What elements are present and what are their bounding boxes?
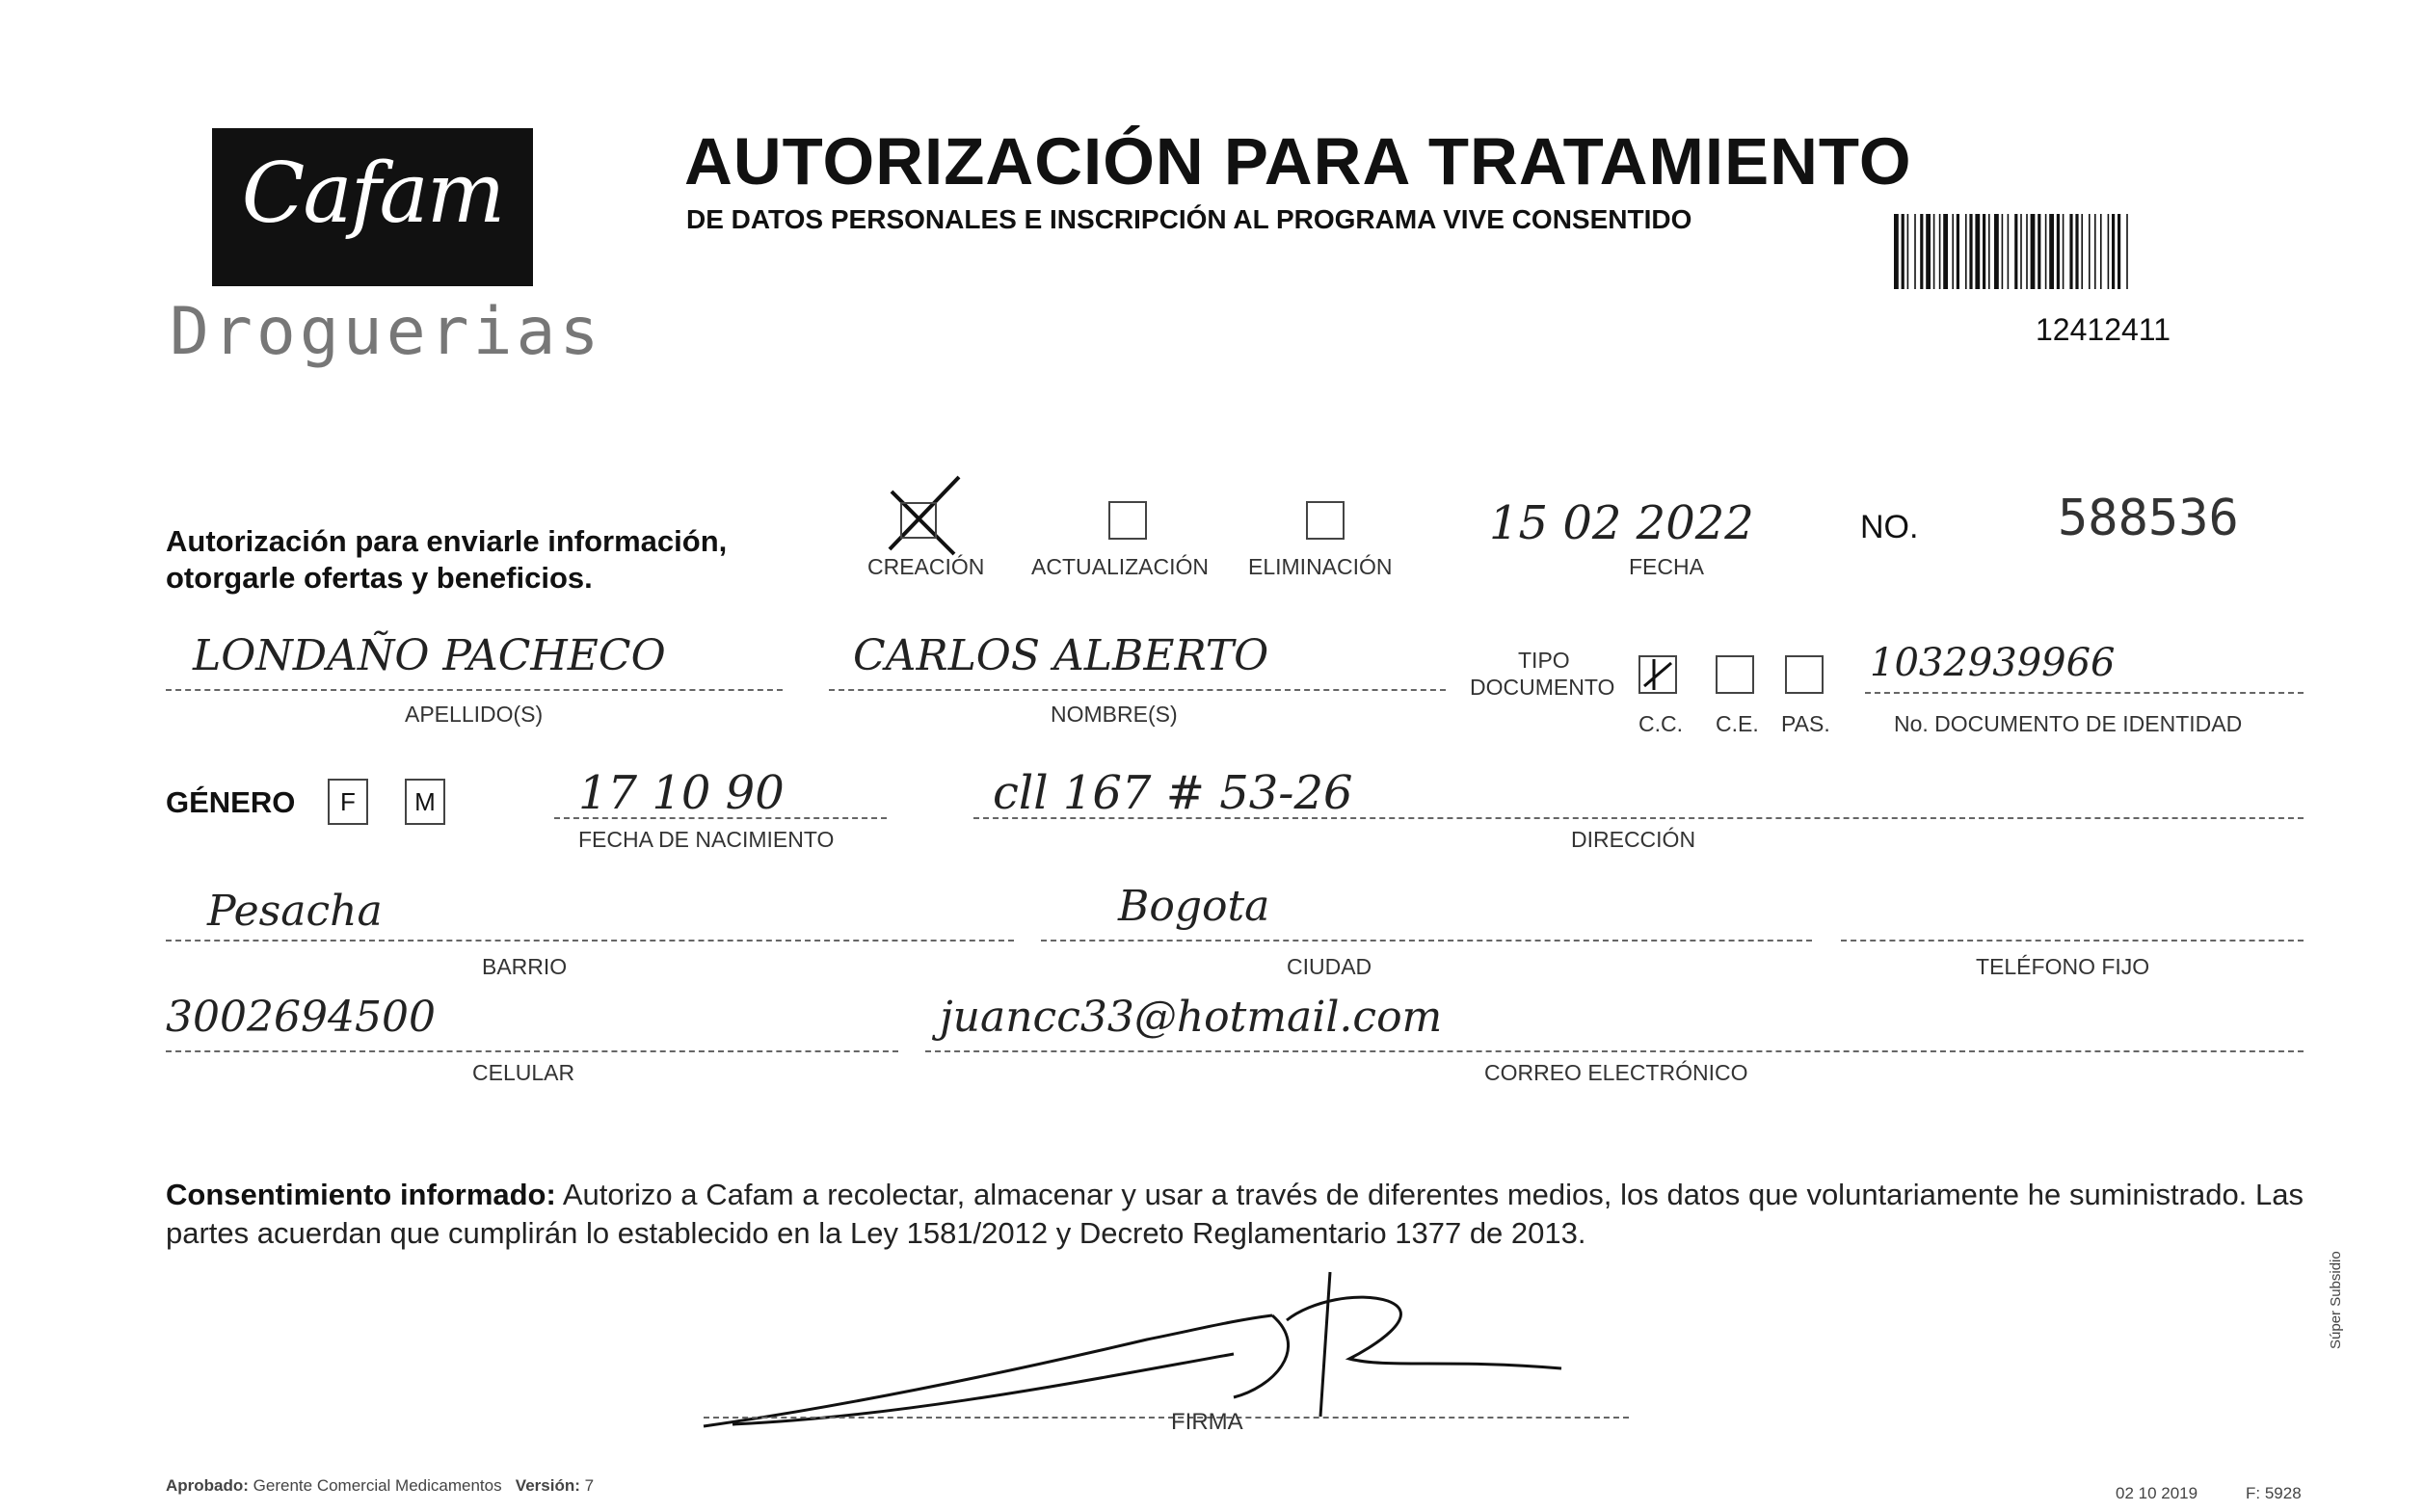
apellidos-label: APELLIDO(S) <box>405 702 544 727</box>
pas-checkbox[interactable] <box>1785 655 1824 694</box>
document-title: AUTORIZACIÓN PARA TRATAMIENTO <box>684 124 1912 199</box>
nombres-value[interactable]: CARLOS ALBERTO <box>853 631 1269 680</box>
direccion-label: DIRECCIÓN <box>1571 827 1696 852</box>
apellidos-line <box>166 689 783 691</box>
aprobado-value: Gerente Comercial Medicamentos <box>253 1476 502 1495</box>
form-number: 588536 <box>2058 490 2239 547</box>
tipo-label: TIPO <box>1518 648 1570 673</box>
telefono-line <box>1841 940 2304 942</box>
direccion-line <box>973 817 2304 819</box>
firma-line <box>704 1417 1629 1419</box>
consent-lead: Consentimiento informado: <box>166 1178 556 1211</box>
checked-mark <box>1640 657 1675 692</box>
celular-label: CELULAR <box>472 1060 575 1085</box>
ciudad-label: CIUDAD <box>1287 954 1372 979</box>
celular-value[interactable]: 3002694500 <box>166 993 436 1042</box>
nacimiento-line <box>554 817 887 819</box>
fecha-label: FECHA <box>1629 554 1704 579</box>
doc-number-value[interactable]: 1032939966 <box>1870 641 2116 685</box>
celular-line <box>166 1050 898 1052</box>
correo-line <box>925 1050 2304 1052</box>
option-actualizacion-label: ACTUALIZACIÓN <box>1031 554 1210 579</box>
doc-number-line <box>1865 692 2304 694</box>
cafam-logo <box>212 128 533 286</box>
genero-label: GÉNERO <box>166 785 296 819</box>
actualizacion-checkbox[interactable] <box>1108 501 1147 540</box>
footer-code: F: 5928 <box>2246 1484 2302 1502</box>
direccion-value[interactable]: cll 167 # 53-26 <box>993 766 1353 820</box>
footer-date: 02 10 2019 <box>2116 1484 2198 1502</box>
doc-number-label: No. DOCUMENTO DE IDENTIDAD <box>1894 711 2243 736</box>
nombres-label: NOMBRE(S) <box>1051 702 1178 727</box>
barrio-label: BARRIO <box>482 954 568 979</box>
checked-x-mark <box>872 472 969 559</box>
barrio-line <box>166 940 1014 942</box>
version-label: Versión: <box>515 1476 580 1495</box>
nacimiento-label: FECHA DE NACIMIENTO <box>578 827 835 852</box>
consent-paragraph <box>166 1176 2304 1253</box>
nacimiento-value[interactable]: 17 10 90 <box>578 766 785 820</box>
version-value: 7 <box>584 1476 595 1495</box>
nombres-line <box>829 689 1446 691</box>
cc-checkbox[interactable] <box>1638 655 1677 694</box>
option-eliminacion-label: ELIMINACIÓN <box>1248 554 1393 579</box>
barrio-value[interactable]: Pesacha <box>207 887 383 936</box>
side-text: Súper Subsidio <box>2328 1251 2344 1349</box>
correo-value[interactable]: juancc33@hotmail.com <box>940 993 1443 1042</box>
option-creacion-label: CREACIÓN <box>867 554 985 579</box>
brand-subtext: Droguerias <box>170 294 603 370</box>
fecha-value[interactable]: 15 02 2022 <box>1489 496 1754 550</box>
barcode <box>1894 214 2279 289</box>
documento-label: DOCUMENTO <box>1470 675 1615 700</box>
intro-text: Autorización para enviarle información, otorgarle ofertas y beneficios. <box>166 524 728 595</box>
ciudad-value[interactable]: Bogota <box>1118 882 1270 931</box>
no-label: NO. <box>1860 509 1919 545</box>
doc-type-cc: C.C. <box>1638 711 1683 736</box>
ciudad-line <box>1041 940 1812 942</box>
footer-aprobado <box>166 1476 594 1496</box>
logo-text: Cafam <box>241 146 504 242</box>
firma-label: FIRMA <box>1171 1409 1243 1435</box>
aprobado-label: Aprobado: <box>166 1476 249 1495</box>
barcode-number: 12412411 <box>2036 312 2171 347</box>
doc-type-ce: C.E. <box>1716 711 1759 736</box>
signature-scribble <box>694 1262 1581 1436</box>
genero-m-checkbox[interactable]: M <box>405 779 445 825</box>
apellidos-value[interactable]: LONDAÑO PACHECO <box>193 631 666 680</box>
doc-type-pas: PAS. <box>1781 711 1830 736</box>
creacion-checkbox[interactable] <box>872 472 969 559</box>
eliminacion-checkbox[interactable] <box>1306 501 1345 540</box>
correo-label: CORREO ELECTRÓNICO <box>1484 1060 1748 1085</box>
telefono-label: TELÉFONO FIJO <box>1976 954 2150 979</box>
genero-f-checkbox[interactable]: F <box>328 779 368 825</box>
document-subtitle: DE DATOS PERSONALES E INSCRIPCIÓN AL PROGRAMA VIVE CONSENTIDO <box>686 204 1692 234</box>
consent-text: Autorizo a Cafam a recolectar, almacenar y usar a través de diferentes medios, los datos que voluntariamente he suministrado. Las partes acuerdan que cumplirán lo establecido en la Ley 1581/2012 y Decreto Reglamentario 1377 de 2013. <box>166 1178 2304 1250</box>
ce-checkbox[interactable] <box>1716 655 1754 694</box>
